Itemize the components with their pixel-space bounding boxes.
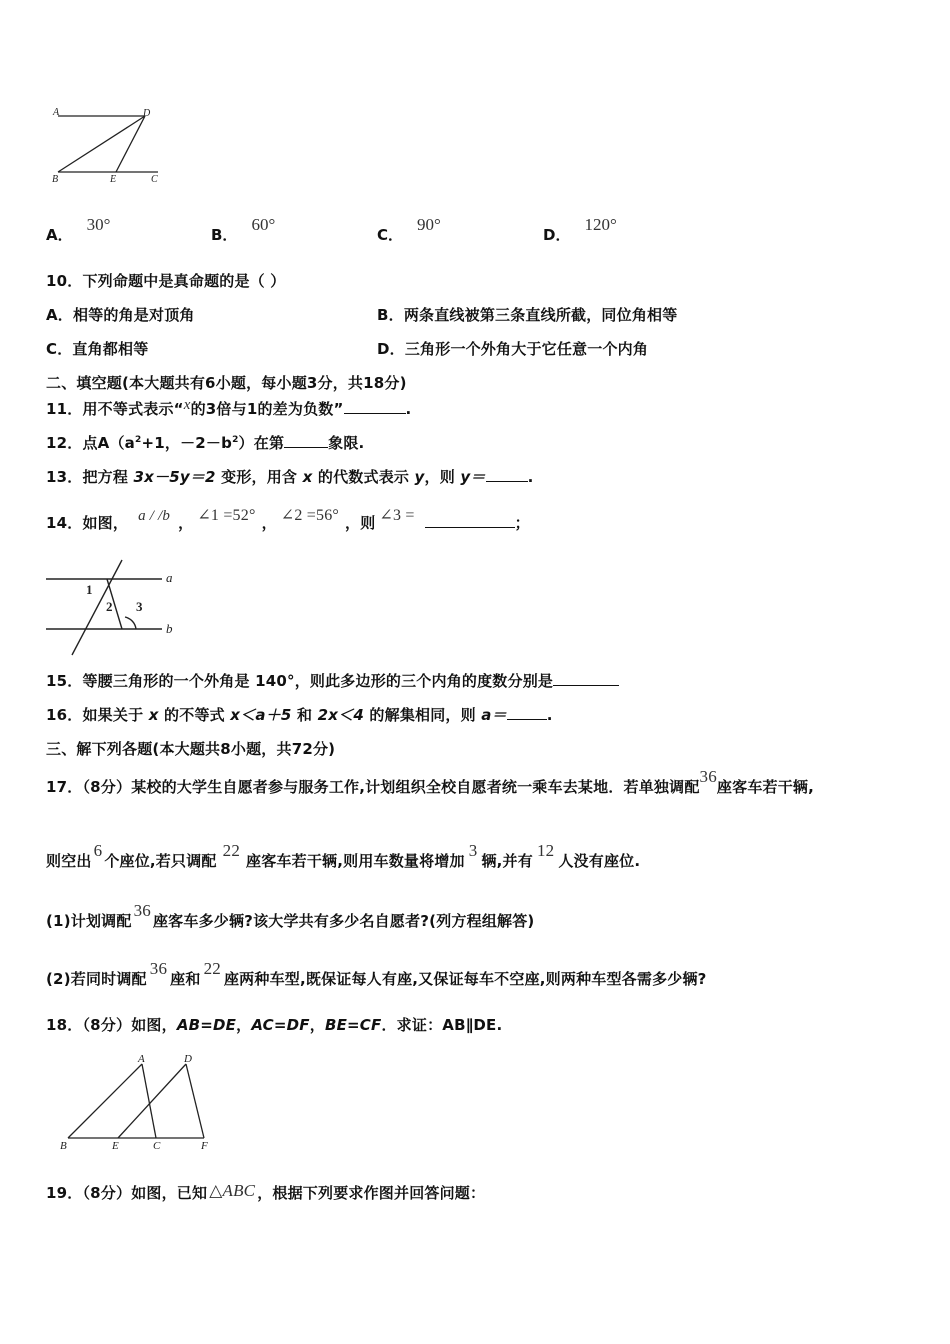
q18-pre: 18．（8分）如图，: [46, 1016, 177, 1034]
q14-angle3: ∠3 =: [379, 507, 415, 524]
label-2: 2: [106, 599, 113, 614]
q13-end: .: [527, 468, 534, 486]
q16: [46, 704, 553, 725]
q12-mid2: ）在第: [238, 434, 285, 452]
q17-part1: [46, 901, 535, 931]
q16-a: a＝: [481, 706, 507, 724]
q16-and: 和: [296, 706, 313, 724]
q17-p2b: 座和: [170, 970, 201, 988]
q12-exp1: 2: [135, 435, 142, 445]
label-B: B: [52, 174, 59, 185]
section-3-heading: 三、解下列各题(本大题共8小题，共72分): [46, 740, 336, 758]
option-letter: D．: [543, 226, 571, 244]
q17-p2c: 座两种车型,既保证每人有座,又保证每车不空座,则两种车型各需多少辆?: [223, 970, 707, 988]
q17-n3: 3: [468, 841, 478, 860]
q17-l2c: 座客车若干辆,则用车数量将增加: [246, 852, 465, 870]
q16-pre: 16．如果关于: [46, 706, 144, 724]
q12-post: 象限.: [328, 434, 365, 452]
q16-ineq1: x＜a＋5: [230, 706, 292, 724]
q10-stem: 10．下列命题中是真命题的是（ ）: [46, 272, 286, 290]
q18-post: ．求证：AB∥DE.: [381, 1016, 503, 1034]
q9-option-d: [543, 215, 617, 245]
label-A: A: [138, 1053, 145, 1065]
q13-mid: 变形，用含: [221, 468, 298, 486]
figure-q18: [58, 1052, 218, 1152]
q9-option-a: [46, 215, 111, 245]
q11-pre: 11．用不等式表示“: [46, 400, 184, 418]
label-F: F: [201, 1140, 208, 1152]
q14-angle2: ∠2 =56°: [280, 507, 339, 524]
q19-pre: 19．（8分）如图，已知: [46, 1184, 208, 1202]
q14-then: ，则: [345, 514, 376, 532]
q17-l2a: 则空出: [46, 852, 92, 870]
label-C: C: [151, 174, 158, 185]
q17-l1a: 17．（8分）某校的大学生自愿者参与服务工作,计划组织全校自愿者统一乘车去某地．若单独调配: [46, 778, 700, 796]
q13-mid2: 的代数式表示: [317, 468, 410, 486]
label-a: a: [166, 570, 173, 585]
q14: [46, 507, 530, 533]
q13-blank[interactable]: [486, 467, 528, 482]
q14-blank[interactable]: [425, 513, 515, 528]
q13-y: y: [414, 468, 425, 486]
q18-sep2: ，: [309, 1016, 325, 1034]
q12-blank[interactable]: [284, 433, 328, 448]
label-b: b: [166, 621, 173, 636]
q9-option-b: [211, 215, 276, 245]
label-E: E: [112, 1140, 119, 1152]
q10-option-c: C．直角都相等: [46, 340, 149, 358]
q17-n6: 6: [93, 841, 103, 860]
q19-triangle: △ABC: [209, 1181, 256, 1200]
label-E: E: [110, 174, 117, 185]
label-B: B: [60, 1140, 67, 1152]
option-value: 30°: [86, 215, 111, 234]
figure-q9: [48, 100, 168, 185]
q17-n22: 22: [222, 841, 241, 860]
q11-blank[interactable]: [344, 399, 406, 414]
q16-mid: 的不等式: [164, 706, 225, 724]
q17-p2n2: 22: [203, 959, 221, 978]
q12-mid: +1，－2－b: [141, 434, 233, 452]
q11: [46, 398, 411, 419]
q10-option-a: A．相等的角是对顶角: [46, 306, 195, 324]
option-letter: A．: [46, 226, 73, 244]
q17-part2: [46, 959, 707, 989]
q13-y-eq: y＝: [460, 468, 486, 486]
q19: [46, 1182, 485, 1203]
q10-option-b: B．两条直线被第三条直线所截，同位角相等: [377, 306, 678, 324]
q14-comma2: ，: [261, 514, 277, 532]
q17-n36: 36: [699, 767, 717, 786]
q13-post: ，则: [424, 468, 455, 486]
q13: [46, 466, 533, 487]
q18: [46, 1014, 502, 1035]
q13-pre: 13．把方程: [46, 468, 129, 486]
q18-cond3: BE=CF: [324, 1016, 382, 1034]
q16-x: x: [148, 706, 159, 724]
q17-line2: [46, 841, 641, 871]
q15: [46, 670, 619, 691]
q12-pre: 12．点A（a: [46, 434, 136, 452]
option-value: 120°: [584, 215, 617, 234]
q17-n12: 12: [536, 841, 555, 860]
q14-comma1: ，: [178, 514, 194, 532]
q17-p1n: 36: [133, 901, 151, 920]
q18-cond2: AC=DF: [251, 1016, 310, 1034]
q17-l2d: 辆,并有: [481, 852, 533, 870]
q17-p1b: 座客车多少辆?该大学共有多少名自愿者?(列方程组解答): [152, 912, 535, 930]
q16-ineq2: 2x＜4: [317, 706, 364, 724]
q16-blank[interactable]: [507, 705, 547, 720]
label-A: A: [53, 107, 60, 118]
q17-l2b: 个座位,若只调配: [104, 852, 217, 870]
q15-blank[interactable]: [553, 671, 619, 686]
q11-post: 的3倍与1的差为负数”: [190, 400, 344, 418]
label-D: D: [184, 1053, 192, 1065]
q12: [46, 432, 364, 453]
q12-exp2: 2: [232, 435, 239, 445]
q10-option-d: D．三角形一个外角大于它任意一个内角: [377, 340, 649, 358]
q11-end: .: [405, 400, 412, 418]
option-value: 90°: [417, 215, 441, 234]
q9-option-c: [377, 215, 441, 245]
q15-text: 15．等腰三角形的一个外角是 140°，则此多边形的三个内角的度数分别是: [46, 672, 554, 690]
figure-q14: [44, 555, 184, 660]
option-value: 60°: [251, 215, 276, 234]
q14-angle1: ∠1 =52°: [197, 507, 256, 524]
q13-equation: 3x－5y＝2: [133, 468, 216, 486]
q17-line1: [46, 767, 815, 797]
label-3: 3: [136, 599, 143, 614]
q17-p2a: (2)若同时调配: [46, 970, 147, 988]
q14-pre: 14．如图，: [46, 514, 129, 532]
q16-mid2: 的解集相同，则: [369, 706, 476, 724]
q18-sep1: ，: [236, 1016, 252, 1034]
label-C: C: [153, 1140, 161, 1152]
q17-p2n1: 36: [149, 959, 168, 978]
q14-end: ；: [514, 514, 530, 532]
q16-end: .: [546, 706, 553, 724]
q19-post: ，根据下列要求作图并回答问题：: [257, 1184, 486, 1202]
section-2-heading: 二、填空题(本大题共有6小题，每小题3分，共18分): [46, 374, 407, 392]
option-letter: C．: [377, 226, 404, 244]
q17-l2e: 人没有座位.: [558, 852, 641, 870]
q18-cond1: AB=DE: [176, 1016, 237, 1034]
q13-x: x: [302, 468, 313, 486]
q14-parallel: a / /b: [138, 508, 171, 524]
label-1: 1: [86, 582, 93, 597]
q17-l1b: 座客车若干辆,: [716, 778, 815, 796]
label-D: D: [143, 108, 151, 119]
option-letter: B．: [211, 226, 238, 244]
q17-p1a: (1)计划调配: [46, 912, 132, 930]
q11-var: x: [183, 397, 191, 413]
